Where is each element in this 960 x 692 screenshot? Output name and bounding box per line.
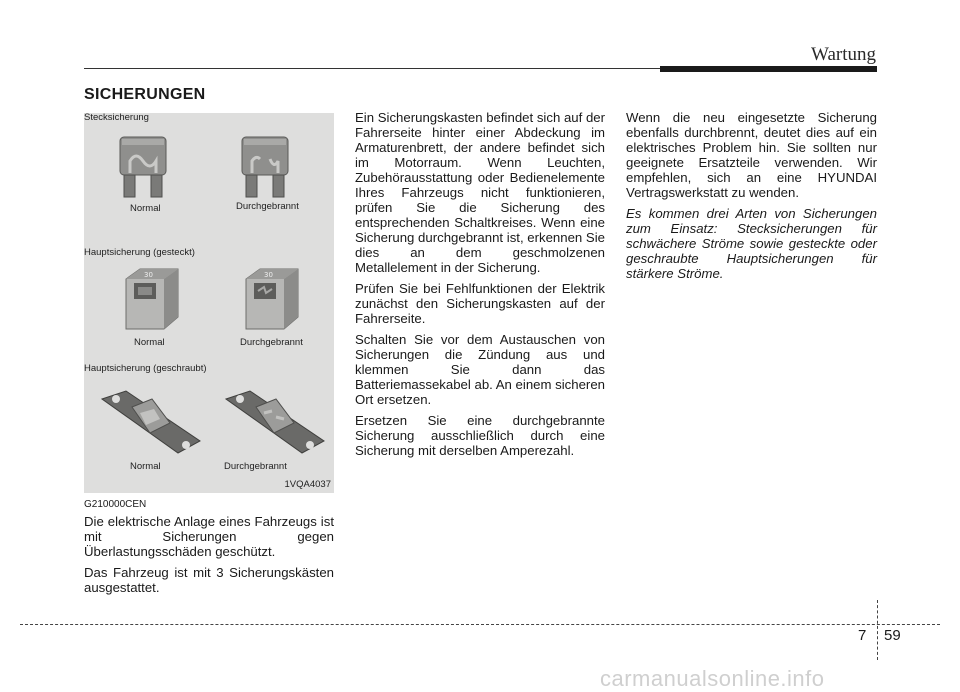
cartridge-fuse-blown-icon — [240, 261, 302, 333]
section-title: SICHERUNGEN — [84, 86, 206, 103]
svg-text:30: 30 — [264, 271, 273, 279]
footer-dashed-divider — [877, 600, 878, 660]
text-column-1 — [84, 514, 334, 601]
watermark: carmanualsonline.info — [600, 666, 825, 691]
cartridge-fuse-label: Hauptsicherung (gesteckt) — [84, 247, 195, 258]
fuse-types-figure — [84, 113, 334, 493]
paragraph: Die elektrische Anlage eines Fahrzeugs ist mit Sicherungen gegen Überlastungsschäden geschützt. — [84, 514, 334, 559]
cartridge-fuse-normal-label: Normal — [134, 337, 165, 348]
bolted-fuse-label: Hauptsicherung (geschraubt) — [84, 363, 207, 374]
blade-fuse-normal-icon — [118, 131, 168, 201]
header-rule-accent — [660, 66, 877, 72]
chapter-number: 7 — [858, 627, 867, 644]
blade-fuse-blown-label: Durchgebrannt — [236, 201, 299, 212]
italic-note: Es kommen drei Arten von Sicherungen zum Einsatz: Stecksicherungen für schwächere Ströme sowie gesteckte oder geschraubte Hauptsicherungen für stärkere Ströme. — [626, 206, 877, 281]
paragraph: Ein Sicherungskasten befindet sich auf der Fahrerseite hinter einer Abdeckung im Armaturenbrett, der andere befindet sich im Motorraum. Wenn Leuchten, Zubehörausstattung oder Bedienelemente Ihres Fahrzeugs nicht funktionieren, prüfen Sie die Sicherung des entsprechenden Schaltkreises. Wenn eine Sicherung durchgebrannt ist, erkennen Sie dies an dem geschmolzenen Metallelement in der Sicherung. — [355, 110, 605, 275]
blade-fuse-label: Stecksicherung — [84, 112, 149, 123]
header-rule — [84, 68, 664, 69]
paragraph: Das Fahrzeug ist mit 3 Sicherungskästen ausgestattet. — [84, 565, 334, 595]
text-column-3 — [626, 110, 877, 287]
chapter-header-title: Wartung — [811, 44, 876, 65]
footer-dashed-rule — [20, 624, 940, 625]
paragraph: Prüfen Sie bei Fehlfunktionen der Elektrik zunächst den Sicherungskasten auf der Fahrerseite. — [355, 281, 605, 326]
svg-text:30: 30 — [144, 271, 153, 279]
paragraph: Schalten Sie vor dem Austauschen von Sicherungen die Zündung aus und klemmen Sie dann das Batteriemassekabel ab. An einem sicheren Ort ersetzen. — [355, 332, 605, 407]
text-column-2 — [355, 110, 605, 464]
cartridge-fuse-blown-label: Durchgebrannt — [240, 337, 303, 348]
bolted-fuse-blown-icon — [220, 385, 330, 465]
bolted-fuse-blown-label: Durchgebrannt — [224, 461, 287, 472]
document-code: G210000CEN — [84, 499, 147, 510]
figure-code: 1VQA4037 — [284, 479, 331, 490]
cartridge-fuse-normal-icon — [120, 261, 182, 333]
bolted-fuse-normal-label: Normal — [130, 461, 161, 472]
paragraph: Wenn die neu eingesetzte Sicherung ebenfalls durchbrennt, deutet dies auf ein elektrisches Problem hin. Sie sollten nur geeignete Ersatzteile verwenden. Wir empfehlen, sich an eine HYUNDAI Vertragswerkstatt zu wenden. — [626, 110, 877, 200]
paragraph: Ersetzen Sie eine durchgebrannte Sicherung ausschließlich durch eine Sicherung mit derselben Amperezahl. — [355, 413, 605, 458]
blade-fuse-blown-icon — [240, 131, 290, 201]
page-number: 59 — [884, 627, 901, 644]
bolted-fuse-normal-icon — [96, 385, 206, 465]
blade-fuse-normal-label: Normal — [130, 203, 161, 214]
